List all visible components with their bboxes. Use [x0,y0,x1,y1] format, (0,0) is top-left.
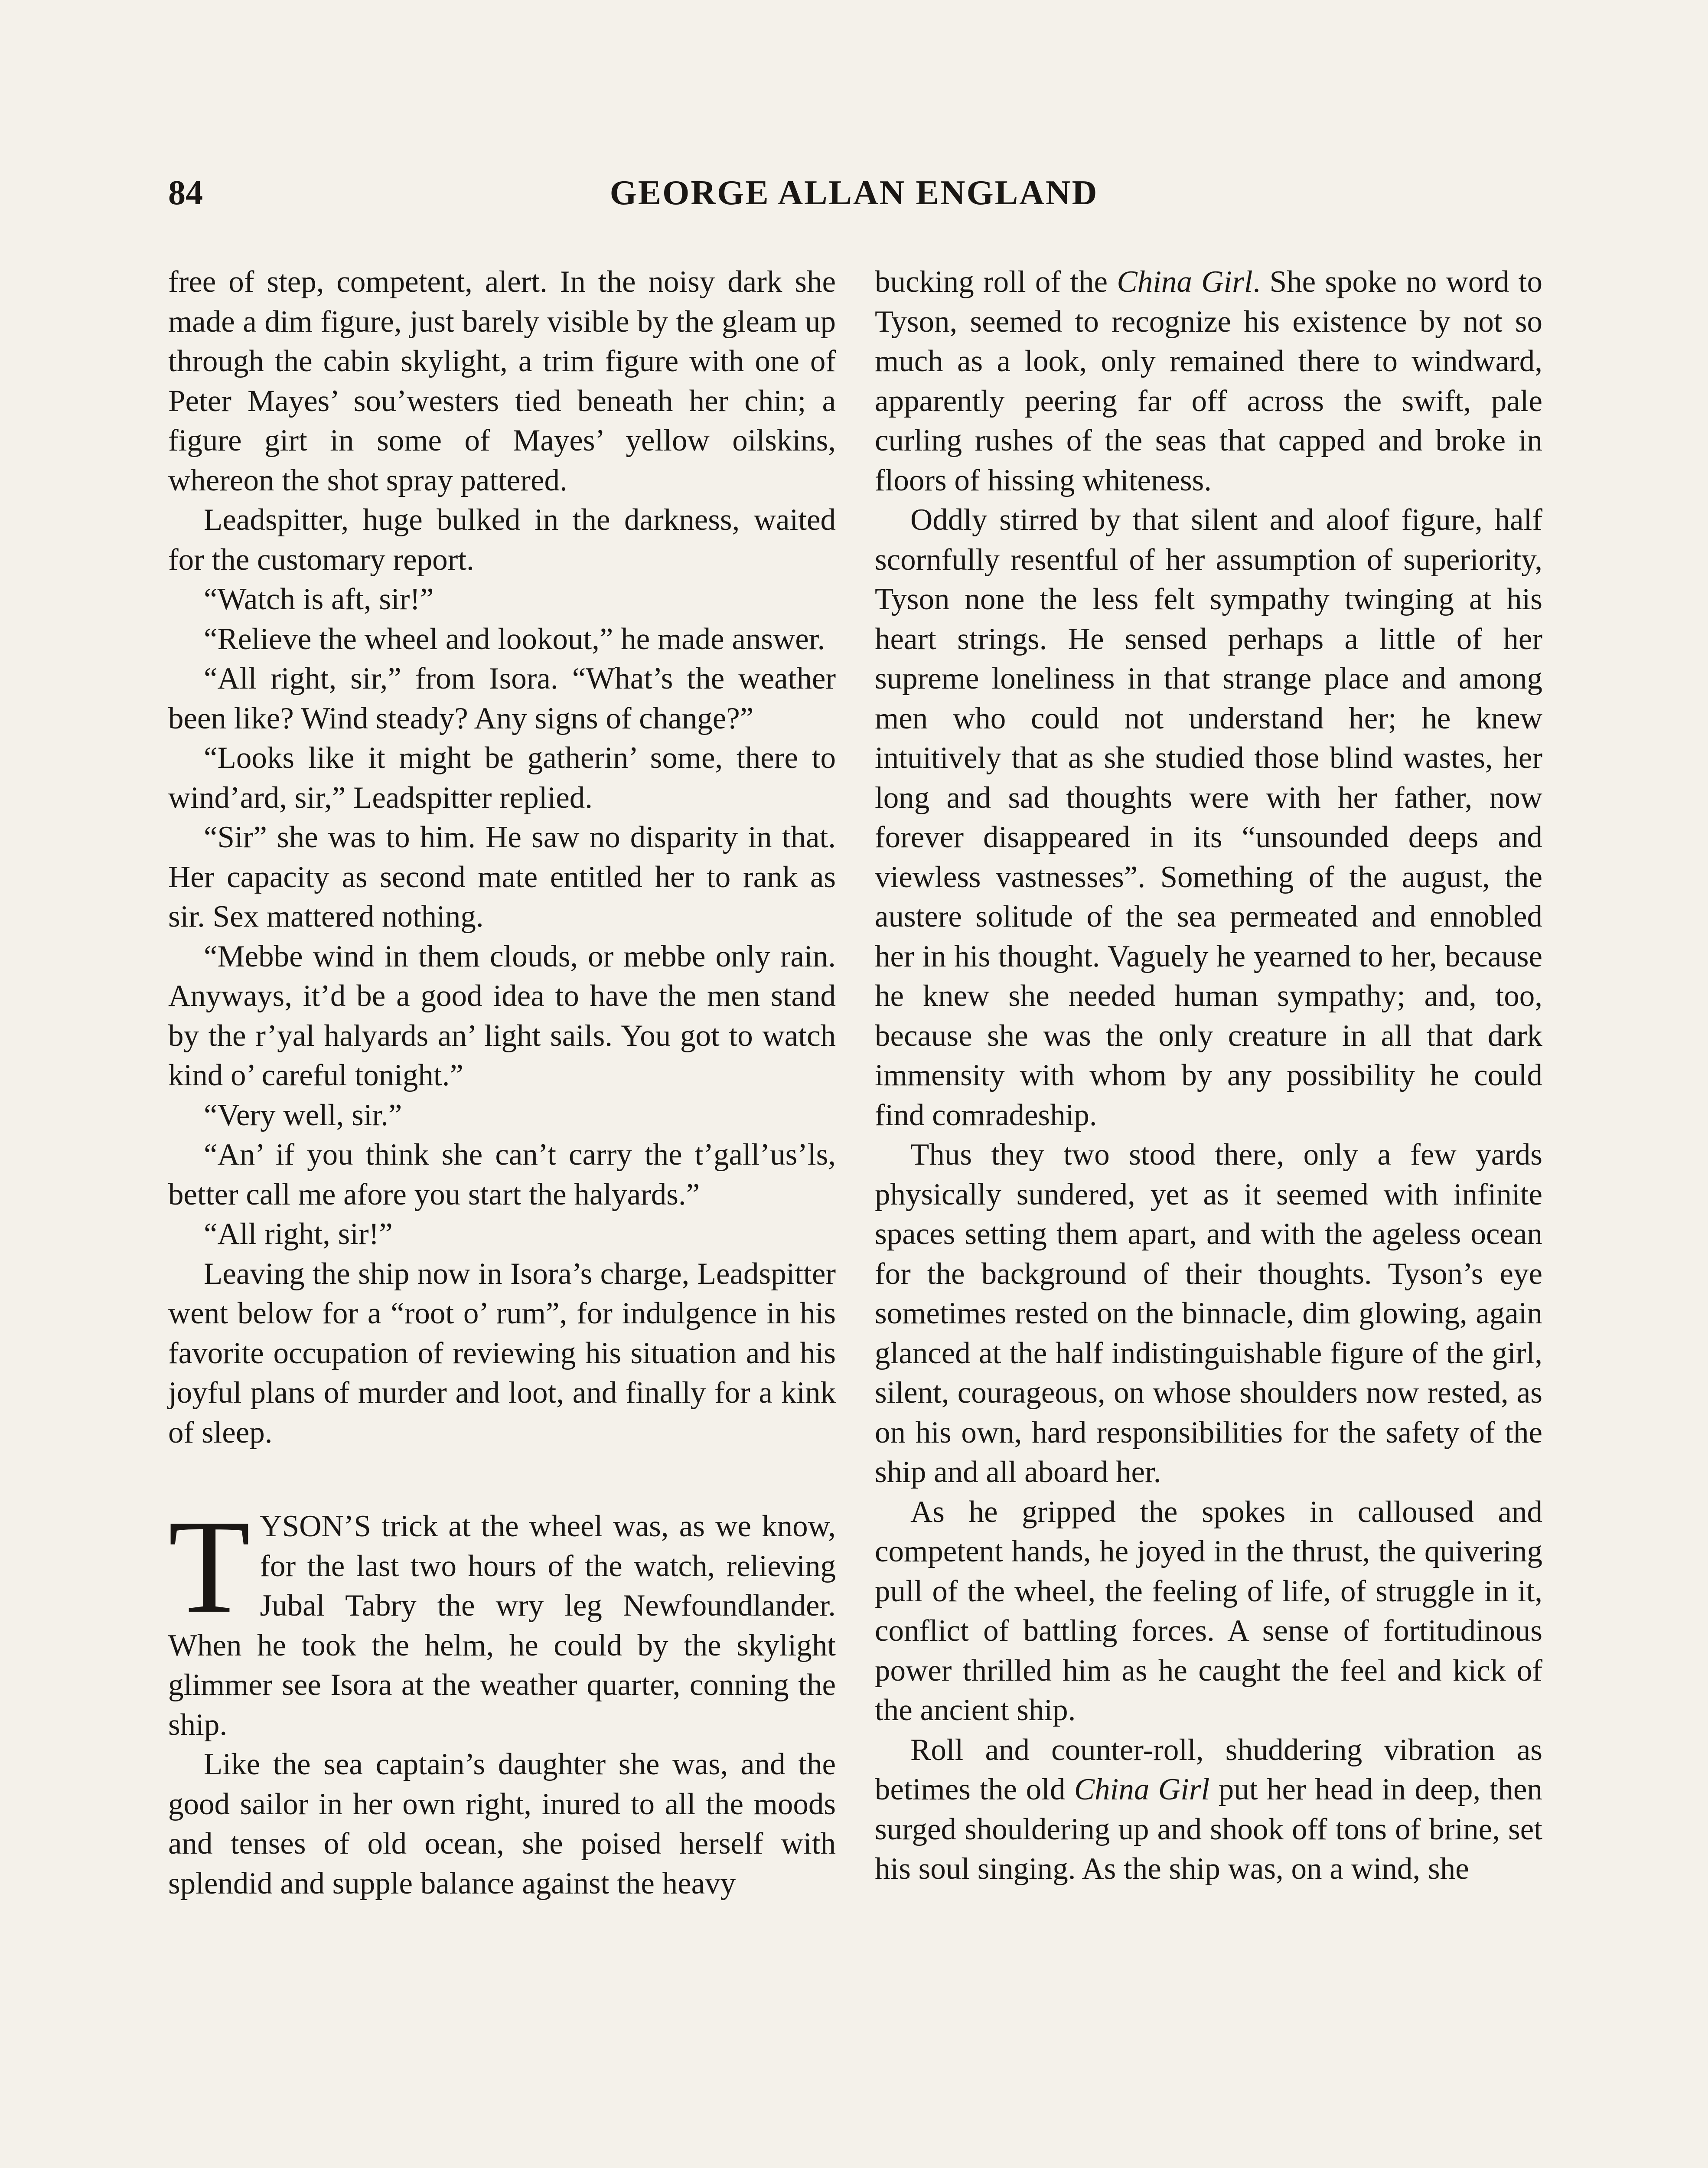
paragraph: Thus they two stood there, only a few yards physically sundered, yet as it seemed with infinite spaces setting them apart, and with the ageless ocean for the background of their thoughts. Tyson’s eye sometimes rested on the binnacle, dim glowing, again glanced at the half indistinguishable figure of the girl, silent, courageous, on whose shoulders now rested, as on his own, hard responsibilities for the safety of the ship and all aboard her. [875,1138,1542,1489]
left-column [168,262,836,1904]
paragraph: Like the sea captain’s daughter she was, and the good sailor in her own right, inured to all the moods and tenses of old ocean, she poised herself with splendid and supple balance against the heavy [168,1747,836,1900]
text-run: Roll and counter-roll, shuddering vibration as betimes the old [875,1733,1542,1806]
section-first-paragraph [168,1492,836,1745]
paragraph: free of step, competent, alert. In the noisy dark she made a dim figure, just barely visible by the gleam up through the cabin skylight, a trim figure with one of Peter Mayes’ sou’westers tied beneath her chin; a figure girt in some of Mayes’ yellow oilskins, whereon the shot spray pattered. [168,265,836,497]
paragraph: As he gripped the spokes in calloused and competent hands, he joyed in the thrust, the quivering pull of the wheel, the feeling of life, of struggle in it, conflict of battling forces. A sense of fortitudinous power thrilled him as he caught the feel and kick of the ancient ship. [875,1495,1542,1727]
text-run: bucking roll of the [875,265,1117,299]
running-head: GEORGE ALLAN ENGLAND [610,174,1098,212]
paragraph [875,262,1542,500]
paragraph: “Mebbe wind in them clouds, or mebbe only rain. Anyways, it’d be a good idea to have the men stand by the r’yal halyards an’ light sails. You got to watch kind o’ careful tonight.” [168,939,836,1092]
drop-cap: T [168,1492,251,1641]
paragraph: Oddly stirred by that silent and aloof figure, half scornfully resentful of her assumption of superiority, Tyson none the less felt sympathy twinging at his heart strings. He sensed perhaps a little of her supreme loneliness in that strange place and among men who could not understand her; he knew intuitively that as she studied those blind wastes, her long and sad thoughts were with her father, now forever disappeared in its “unsounded deeps and viewless vastnesses”. Something of the august, the austere solitude of the sea permeated and ennobled her in his thought. Vaguely he yearned to her, because he knew she needed human sympathy; and, too, because she was the only creature in all that dark immensity with whom by any possibility he could find comradeship. [875,503,1542,1132]
paragraph [875,1730,1542,1889]
page-number: 84 [168,174,203,212]
paragraph: “Very well, sir.” [204,1098,402,1132]
paragraph: “Relieve the wheel and lookout,” he made answer. [204,622,825,656]
ship-name: China Girl [1074,1773,1210,1806]
paragraph: “Sir” she was to him. He saw no disparity in that. Her capacity as second mate entitled her to rank as sir. Sex mattered nothing. [168,820,836,934]
paragraph: “All right, sir,” from Isora. “What’s the weather been like? Wind steady? Any signs of change?” [168,662,836,735]
paragraph: Leaving the ship now in Isora’s charge, Leadspitter went below for a “root o’ rum”, for indulgence in his favorite occupation of reviewing his situation and his joyful plans of murder and loot, and finally for a kink of sleep. [168,1257,836,1450]
paragraph: “All right, sir!” [204,1217,393,1251]
right-column [875,262,1542,1889]
section-first-paragraph-text: YSON’S trick at the wheel was, as we know, for the last two hours of the watch, relieving Jubal Tabry the wry leg Newfoundlander. When he took the helm, he could by the skylight glimmer see Isora at the weather quarter, conning the ship. [168,1509,836,1742]
paragraph: “Looks like it might be gatherin’ some, there to wind’ard, sir,” Leadspitter replied. [168,741,836,815]
paragraph: “An’ if you think she can’t carry the t’gall’us’ls, better call me afore you start the halyards.” [168,1138,836,1211]
text-run: . She spoke no word to Tyson, seemed to recognize his existence by not so much as a look, only remained there to windward, apparently peering far off across the swift, pale curling rushes of the seas that capped and broke in floors of hissing whiteness. [875,265,1542,497]
paragraph: Leadspitter, huge bulked in the darkness, waited for the customary report. [168,503,836,577]
text-run: put her head in deep, then surged shouldering up and shook off tons of brine, set his soul singing. As the ship was, on a wind, she [875,1773,1542,1886]
paragraph: “Watch is aft, sir!” [204,582,434,616]
ship-name: China Girl [1117,265,1253,299]
